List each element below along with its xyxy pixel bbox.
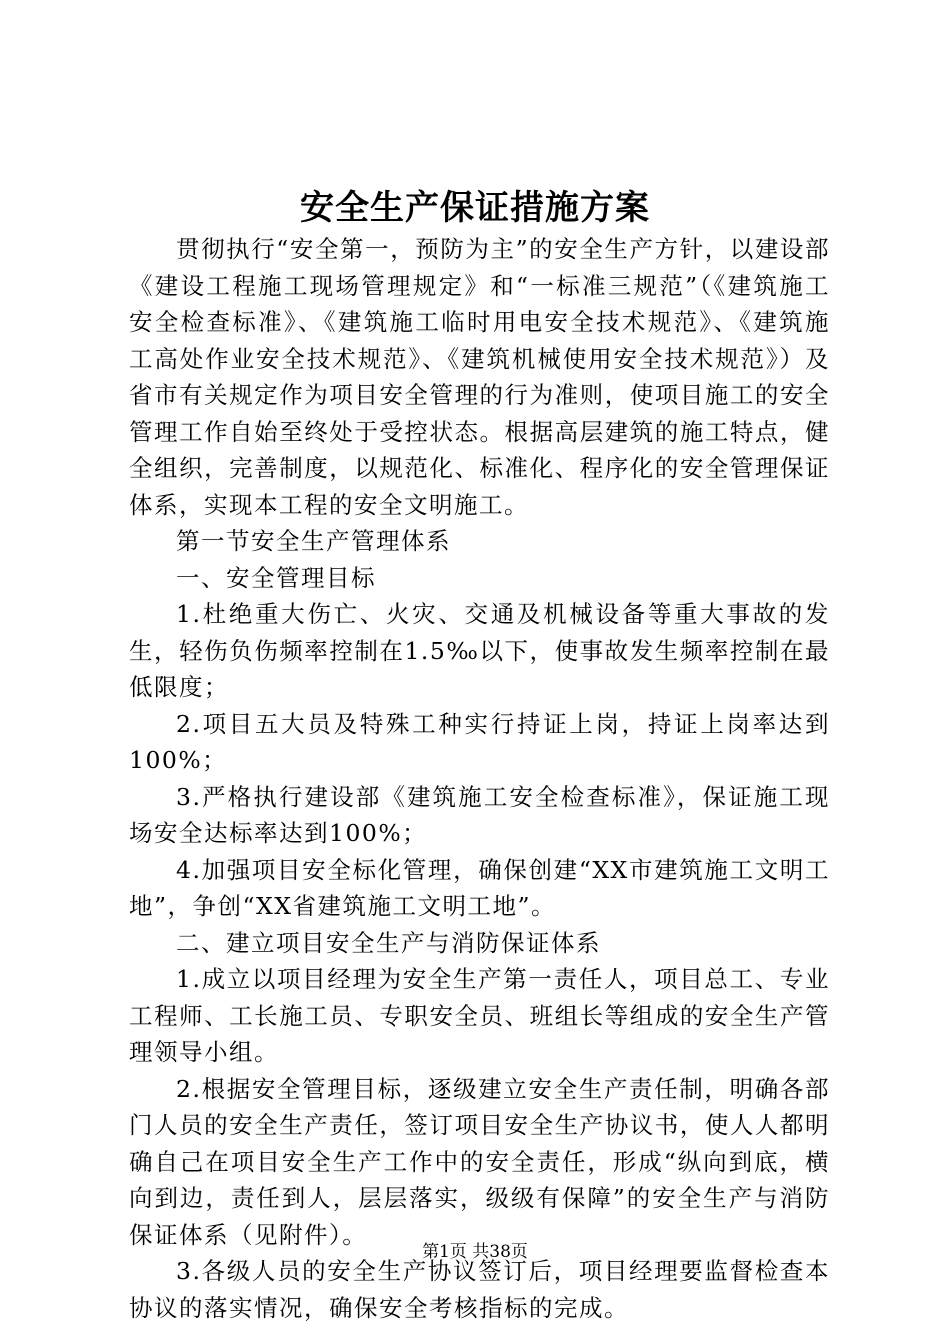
list-item: 3.严格执行建设部《建筑施工安全检查标准》，保证施工现场安全达标率达到100%； [129, 782, 830, 847]
list-item: 1.成立以项目经理为安全生产第一责任人，项目总工、专业工程师、工长施工员、专职安全员、班组长等组成的安全生产管理领导小组。 [129, 965, 830, 1066]
list-item: 2.项目五大员及特殊工种实行持证上岗，持证上岗率达到100%； [129, 709, 830, 774]
subsection-heading: 二、建立项目安全生产与消防保证体系 [176, 928, 601, 957]
list-item: 4.加强项目安全标化管理，确保创建“XX市建筑施工文明工地”，争创“XX省建筑施工文明工地”。 [129, 855, 830, 920]
list-item: 2.根据安全管理目标，逐级建立安全生产责任制，明确各部门人员的安全生产责任，签订项目安全生产协议书，使人人都明确自己在项目安全生产工作中的安全责任，形成“纵向到底，横向到边，责任到人，层层落实，级级有保障”的安全生产与消防保证体系（见附件）。 [129, 1074, 830, 1249]
paragraph-intro: 贯彻执行“安全第一，预防为主”的安全生产方针，以建设部《建设工程施工现场管理规定》和“一标准三规范”（《建筑施工安全检查标准》、《建筑施工临时用电安全技术规范》、《建筑施工高处作业安全技术规范》、《建筑机械使用安全技术规范》）及省市有关规定作为项目安全管理的行为准则，使项目施工的安全管理工作自始至终处于受控状态。根据高层建筑的施工特点，健全组织，完善制度，以规范化、标准化、程序化的安全管理保证体系，实现本工程的安全文明施工。 [129, 235, 830, 519]
subsection-heading: 一、安全管理目标 [176, 563, 376, 592]
section-heading: 第一节安全生产管理体系 [176, 527, 451, 555]
page-number-footer: 第1页 共38页 [422, 1242, 528, 1262]
document-title: 安全生产保证措施方案 [300, 188, 650, 228]
list-item: 3.各级人员的安全生产协议签订后，项目经理要监督检查本协议的落实情况，确保安全考核指标的完成。 [129, 1257, 830, 1322]
list-item: 1.杜绝重大伤亡、火灾、交通及机械设备等重大事故的发生，轻伤负伤频率控制在1.5‰以下，使事故发生频率控制在最低限度； [129, 600, 830, 701]
document-body [129, 231, 830, 1326]
